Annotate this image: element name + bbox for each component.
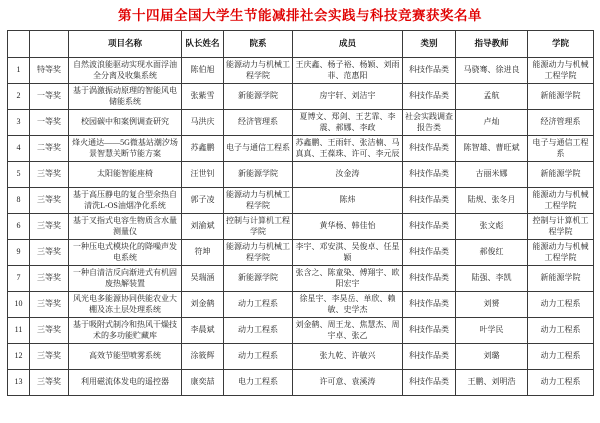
- cell-leader-name: 刘渝斌: [182, 214, 224, 240]
- cell-college: 新能源学院: [528, 162, 594, 188]
- cell-category: 科技作品类: [403, 214, 456, 240]
- cell-members: 张九乾、许敏兴: [293, 344, 403, 370]
- cell-advisors: 郝俊红: [456, 240, 528, 266]
- cell-category: 科技作品类: [403, 370, 456, 396]
- table-row: [8, 188, 594, 214]
- cell-members: 李宇、邓安淇、吴俊卓、任星颖: [293, 240, 403, 266]
- cell-department: 新能源学院: [224, 162, 293, 188]
- cell-department: 能源动力与机械工程学院: [224, 240, 293, 266]
- cell-award-level: 三等奖: [30, 214, 69, 240]
- cell-row-number: 4: [8, 136, 30, 162]
- cell-category: 科技作品类: [403, 188, 456, 214]
- cell-department: 新能源学院: [224, 266, 293, 292]
- cell-category: 科技作品类: [403, 266, 456, 292]
- cell-award-level: 三等奖: [30, 370, 69, 396]
- cell-row-number: 3: [8, 110, 30, 136]
- table-row: [8, 58, 594, 84]
- table-row: [8, 266, 594, 292]
- cell-category: 科技作品类: [403, 292, 456, 318]
- cell-members: 汝金涛: [293, 162, 403, 188]
- cell-project-name: 烽火通达——5G微基站潮汐场景智慧关断节能方案: [69, 136, 182, 162]
- header-cell-project: 项目名称: [69, 31, 182, 58]
- table-row: [8, 344, 594, 370]
- cell-college: 动力工程系: [528, 292, 594, 318]
- cell-project-name: 基于吸附式制冷和热风干燥技术的多功能贮藏库: [69, 318, 182, 344]
- cell-category: 科技作品类: [403, 162, 456, 188]
- header-cell-category: 类别: [403, 31, 456, 58]
- cell-members: 张含之、陈童染、傅翔宇、欧阳宏宇: [293, 266, 403, 292]
- cell-department: 动力工程系: [224, 292, 293, 318]
- cell-advisors: 马骁骞、徐进良: [456, 58, 528, 84]
- cell-members: 黄华杨、韩佳怡: [293, 214, 403, 240]
- header-cell-members: 成员: [293, 31, 403, 58]
- cell-department: 动力工程系: [224, 344, 293, 370]
- cell-row-number: 6: [8, 214, 30, 240]
- cell-advisors: 古丽米娜: [456, 162, 528, 188]
- cell-department: 能源动力与机械工程学院: [224, 188, 293, 214]
- cell-award-level: 特等奖: [30, 58, 69, 84]
- cell-members: 刘金鹤、周王龙、焦慧杰、周宇卓、张乙: [293, 318, 403, 344]
- cell-advisors: 陆强、李凯: [456, 266, 528, 292]
- header-cell-index: [8, 31, 30, 58]
- cell-project-name: 基于叉指式电容生物质含水量测量仪: [69, 214, 182, 240]
- cell-award-level: 三等奖: [30, 188, 69, 214]
- cell-college: 能源动力与机械工程学院: [528, 58, 594, 84]
- cell-award-level: 三等奖: [30, 344, 69, 370]
- cell-leader-name: 符坤: [182, 240, 224, 266]
- cell-members: 苏鑫鹏、王雨轩、张洁楠、马真真、王葆珠、许可、李元辰: [293, 136, 403, 162]
- cell-category: 科技作品类: [403, 84, 456, 110]
- cell-row-number: 9: [8, 240, 30, 266]
- cell-leader-name: 吴瑞涵: [182, 266, 224, 292]
- cell-leader-name: 马洪庆: [182, 110, 224, 136]
- cell-college: 动力工程系: [528, 344, 594, 370]
- table-row: [8, 84, 594, 110]
- table-row: [8, 318, 594, 344]
- cell-members: 许可意、袁溪涛: [293, 370, 403, 396]
- header-cell-award: [30, 31, 69, 58]
- cell-department: 能源动力与机械工程学院: [224, 58, 293, 84]
- cell-college: 动力工程系: [528, 370, 594, 396]
- cell-leader-name: 郭子凌: [182, 188, 224, 214]
- cell-college: 经济管理系: [528, 110, 594, 136]
- table-row: [8, 292, 594, 318]
- header-cell-advisors: 指导教师: [456, 31, 528, 58]
- cell-category: 科技作品类: [403, 318, 456, 344]
- cell-leader-name: 张紫雪: [182, 84, 224, 110]
- cell-row-number: 7: [8, 266, 30, 292]
- cell-leader-name: 涂筱辉: [182, 344, 224, 370]
- cell-project-name: 校园碳中和案例调查研究: [69, 110, 182, 136]
- header-cell-leader: 队长姓名: [182, 31, 224, 58]
- cell-project-name: 基于高压静电的复合型余热自清洗L-OS油烟净化系统: [69, 188, 182, 214]
- cell-project-name: 高效节能型喷雾系统: [69, 344, 182, 370]
- cell-advisors: 孟航: [456, 84, 528, 110]
- cell-leader-name: 汪世钊: [182, 162, 224, 188]
- cell-college: 新能源学院: [528, 266, 594, 292]
- header-row: [8, 31, 594, 58]
- cell-row-number: 10: [8, 292, 30, 318]
- cell-award-level: 三等奖: [30, 240, 69, 266]
- cell-project-name: 一种压电式模块化的降噪声发电系统: [69, 240, 182, 266]
- cell-college: 能源动力与机械工程学院: [528, 240, 594, 266]
- cell-department: 新能源学院: [224, 84, 293, 110]
- table-row: [8, 110, 594, 136]
- cell-row-number: 1: [8, 58, 30, 84]
- cell-award-level: 三等奖: [30, 266, 69, 292]
- cell-members: 陈炜: [293, 188, 403, 214]
- cell-advisors: 王鹏、刘明浩: [456, 370, 528, 396]
- cell-award-level: 三等奖: [30, 162, 69, 188]
- cell-advisors: 叶学民: [456, 318, 528, 344]
- cell-college: 动力工程系: [528, 318, 594, 344]
- cell-leader-name: 苏鑫鹏: [182, 136, 224, 162]
- cell-department: 经济管理系: [224, 110, 293, 136]
- cell-advisors: 卢灿: [456, 110, 528, 136]
- cell-project-name: 基于涡激振动原理的智能风电储能系统: [69, 84, 182, 110]
- cell-project-name: 太阳能智能座椅: [69, 162, 182, 188]
- cell-leader-name: 刘金鹤: [182, 292, 224, 318]
- cell-row-number: 8: [8, 188, 30, 214]
- cell-college: 新能源学院: [528, 84, 594, 110]
- cell-category: 科技作品类: [403, 58, 456, 84]
- cell-award-level: 一等奖: [30, 110, 69, 136]
- cell-category: 社会实践调查报告类: [403, 110, 456, 136]
- cell-department: 控制与计算机工程学院: [224, 214, 293, 240]
- cell-award-level: 三等奖: [30, 318, 69, 344]
- cell-members: 夏博文、郑剑、王艺霏、李震、郝娜、李政: [293, 110, 403, 136]
- header-cell-dept: 院系: [224, 31, 293, 58]
- cell-project-name: 风光电多能源协同供能农业大棚及冻土层处理系统: [69, 292, 182, 318]
- table-row: [8, 240, 594, 266]
- cell-members: 房宇轩、刘洁宇: [293, 84, 403, 110]
- cell-category: 科技作品类: [403, 344, 456, 370]
- cell-members: 王庆鑫、杨子裕、杨颖、刘雨菲、范惠阳: [293, 58, 403, 84]
- cell-award-level: 三等奖: [30, 292, 69, 318]
- cell-award-level: 一等奖: [30, 84, 69, 110]
- cell-category: 科技作品类: [403, 136, 456, 162]
- cell-category: 科技作品类: [403, 240, 456, 266]
- cell-project-name: 自然波浪能驱动实现水面浮油全分离及收集系统: [69, 58, 182, 84]
- cell-department: 电子与通信工程系: [224, 136, 293, 162]
- cell-advisors: 陈智雄、曹旺斌: [456, 136, 528, 162]
- table-row: [8, 162, 594, 188]
- cell-leader-name: 李晨斌: [182, 318, 224, 344]
- cell-row-number: 5: [8, 162, 30, 188]
- cell-advisors: 刘赟: [456, 292, 528, 318]
- page-title: 第十四届全国大学生节能减排社会实践与科技竞赛获奖名单: [118, 8, 482, 23]
- table-row: [8, 370, 594, 396]
- cell-row-number: 13: [8, 370, 30, 396]
- cell-college: 控制与计算机工程学院: [528, 214, 594, 240]
- cell-college: 能源动力与机械工程学院: [528, 188, 594, 214]
- cell-leader-name: 康奕喆: [182, 370, 224, 396]
- cell-project-name: 一种自清洁反向渐进式有机固废热解装置: [69, 266, 182, 292]
- awards-table: [7, 30, 594, 396]
- cell-row-number: 12: [8, 344, 30, 370]
- cell-advisors: 陆规、张冬月: [456, 188, 528, 214]
- cell-award-level: 二等奖: [30, 136, 69, 162]
- cell-college: 电子与通信工程系: [528, 136, 594, 162]
- cell-project-name: 利用磁流体发电的遥控器: [69, 370, 182, 396]
- cell-row-number: 2: [8, 84, 30, 110]
- table-row: [8, 214, 594, 240]
- cell-row-number: 11: [8, 318, 30, 344]
- cell-advisors: 刘璐: [456, 344, 528, 370]
- cell-department: 动力工程系: [224, 318, 293, 344]
- header-cell-college: 学院: [528, 31, 594, 58]
- cell-members: 徐星宇、李昊岳、单欣、赖敏、史学杰: [293, 292, 403, 318]
- cell-leader-name: 陈伯旭: [182, 58, 224, 84]
- table-row: [8, 136, 594, 162]
- cell-advisors: 张文彪: [456, 214, 528, 240]
- cell-department: 电力工程系: [224, 370, 293, 396]
